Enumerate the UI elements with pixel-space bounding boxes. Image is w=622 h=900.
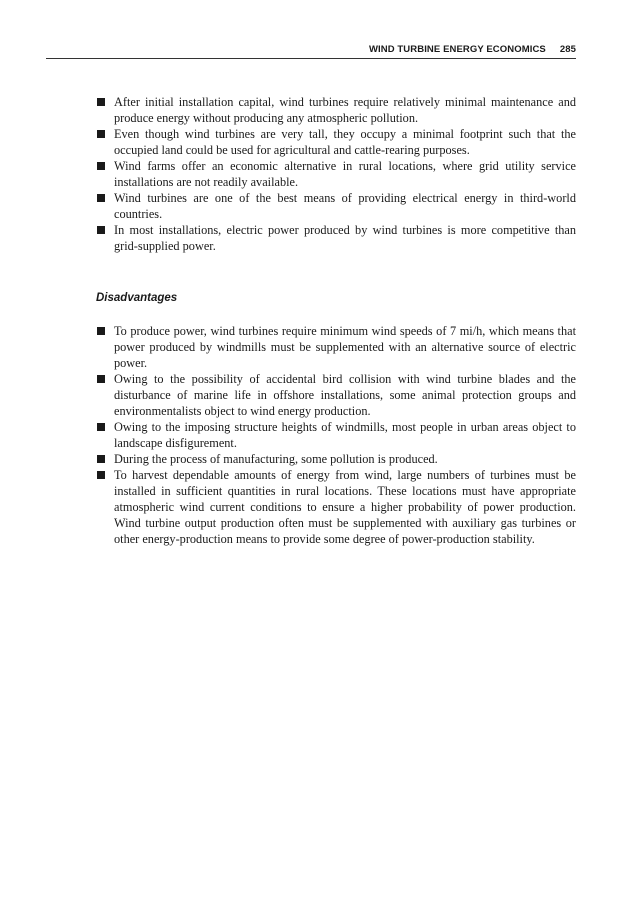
disadvantages-heading: Disadvantages [96, 292, 178, 304]
disadvantages-list-block [96, 323, 576, 547]
list-item-text: After initial installation capital, wind turbines require relatively minimal maintenance and produce energy without producing any atmospheric pollution. [114, 95, 576, 125]
square-bullet-icon [97, 423, 105, 431]
list-item-text: Owing to the imposing structure heights of windmills, most people in urban areas object to landscape disfigurement. [114, 420, 576, 450]
square-bullet-icon [97, 130, 105, 138]
square-bullet-icon [97, 162, 105, 170]
list-item-text: Wind turbines are one of the best means of providing electrical energy in third-world countries. [114, 191, 576, 221]
list-item-text: To harvest dependable amounts of energy from wind, large numbers of turbines must be installed in sufficient quantities in rural locations. These locations must have appropriate atmospheric wind current conditions to ensure a higher probability of power production. Wind turbine output production often must be supplemented with auxiliary gas turbines or other energy-production means to provide some degree of power-production stability. [114, 468, 576, 546]
advantages-list [96, 94, 576, 254]
header-rule [46, 58, 576, 59]
square-bullet-icon [97, 455, 105, 463]
list-item [96, 158, 576, 190]
square-bullet-icon [97, 471, 105, 479]
page-number: 285 [559, 44, 576, 55]
list-item-text: Owing to the possibility of accidental bird collision with wind turbine blades and the disturbance of marine life in offshore installations, some animal protection groups and environmentalists object to wind energy production. [114, 372, 576, 418]
running-title: WIND TURBINE ENERGY ECONOMICS [368, 44, 546, 55]
list-item-text: Wind farms offer an economic alternative in rural locations, where grid utility service installations are not readily available. [114, 159, 576, 189]
list-item-text: To produce power, wind turbines require minimum wind speeds of 7 mi/h, which means that power produced by windmills must be supplemented with an alternative source of electric power. [114, 324, 576, 370]
disadvantages-list [96, 323, 576, 547]
square-bullet-icon [97, 98, 105, 106]
running-head [92, 44, 576, 58]
square-bullet-icon [97, 327, 105, 335]
list-item [96, 323, 576, 371]
list-item [96, 419, 576, 451]
list-item [96, 222, 576, 254]
list-item [96, 467, 576, 547]
square-bullet-icon [97, 194, 105, 202]
list-item [96, 371, 576, 419]
list-item [96, 451, 576, 467]
square-bullet-icon [97, 375, 105, 383]
list-item-text: Even though wind turbines are very tall, they occupy a minimal footprint such that the occupied land could be used for agricultural and cattle-rearing purposes. [114, 127, 576, 157]
advantages-list-block [96, 94, 576, 254]
list-item-text: During the process of manufacturing, some pollution is produced. [114, 452, 438, 466]
list-item-text: In most installations, electric power produced by wind turbines is more competitive than grid-supplied power. [114, 223, 576, 253]
list-item [96, 94, 576, 126]
list-item [96, 190, 576, 222]
square-bullet-icon [97, 226, 105, 234]
list-item [96, 126, 576, 158]
